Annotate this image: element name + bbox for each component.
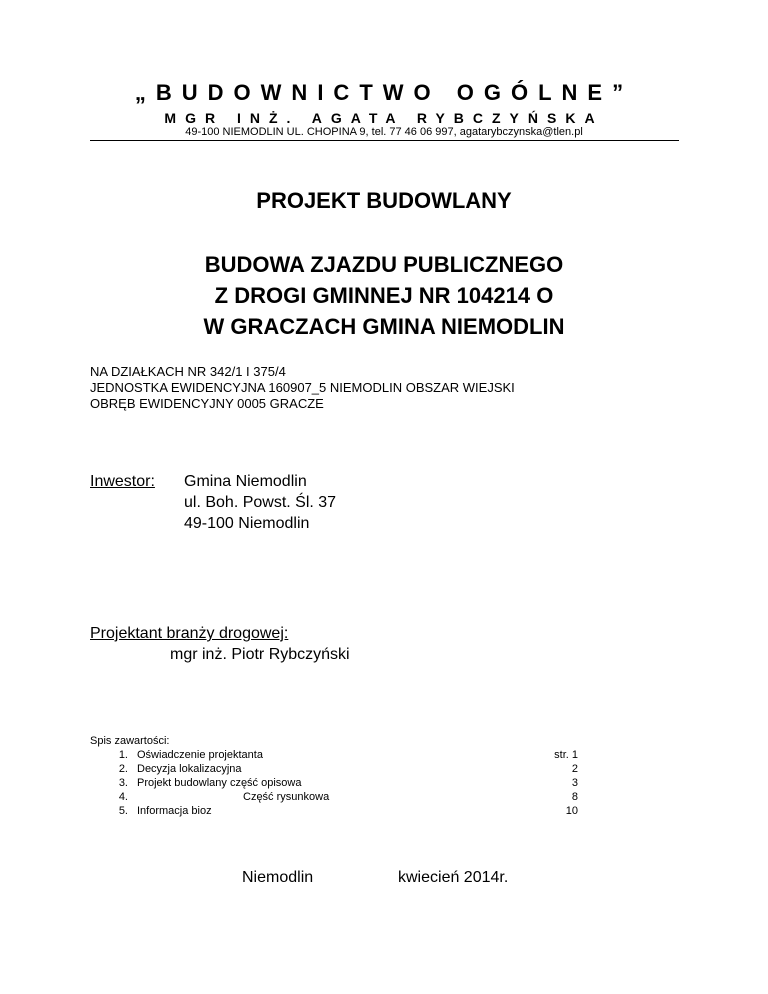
toc-item-title: Decyzja lokalizacyjna bbox=[137, 763, 242, 775]
designer-name: mgr inż. Piotr Rybczyński bbox=[170, 646, 350, 663]
toc-item bbox=[90, 791, 578, 805]
toc-item-number: 4. bbox=[118, 791, 128, 803]
title-line-2: Z DROGI GMINNEJ NR 104214 O bbox=[214, 283, 554, 308]
company-owner: MGR INŻ. AGATA RYBCZYŃSKA bbox=[164, 110, 604, 126]
toc-item-page: 10 bbox=[565, 805, 578, 817]
footer-date: kwiecień 2014r. bbox=[398, 869, 509, 886]
toc-item-title: Projekt budowlany część opisowa bbox=[137, 777, 302, 789]
toc-item-number: 3. bbox=[118, 777, 128, 789]
toc-item-page: 8 bbox=[571, 791, 578, 803]
toc-item-title: Część rysunkowa bbox=[243, 791, 330, 803]
document-type: PROJEKT BUDOWLANY bbox=[256, 188, 512, 213]
registration-precinct: OBRĘB EWIDENCYJNY 0005 GRACZE bbox=[90, 396, 324, 411]
toc-item-page: 3 bbox=[571, 777, 578, 789]
toc-item-number: 5. bbox=[118, 805, 128, 817]
title-line-3: W GRACZACH GMINA NIEMODLIN bbox=[203, 314, 565, 339]
toc-item bbox=[90, 763, 578, 777]
footer-place: Niemodlin bbox=[242, 869, 314, 886]
toc-item-title: Oświadczenie projektanta bbox=[137, 749, 263, 761]
toc-item-number: 2. bbox=[118, 763, 128, 775]
toc-item bbox=[90, 805, 578, 819]
header-divider bbox=[90, 140, 679, 141]
company-address: 49-100 NIEMODLIN UL. CHOPINA 9, tel. 77 46 06 997, agatarybczynska@tlen.pl bbox=[185, 126, 583, 138]
company-name: „BUDOWNICTWO OGÓLNE” bbox=[134, 80, 634, 105]
investor-name: Gmina Niemodlin bbox=[184, 473, 307, 490]
toc-item-number: 1. bbox=[118, 749, 128, 761]
registration-unit: JEDNOSTKA EWIDENCYJNA 160907_5 NIEMODLIN OBSZAR WIEJSKI bbox=[90, 380, 515, 395]
toc-item-title: Informacja bioz bbox=[137, 805, 212, 817]
toc-item-page: str. 1 bbox=[554, 749, 578, 761]
designer-label: Projektant branży drogowej: bbox=[90, 625, 289, 642]
title-line-1: BUDOWA ZJAZDU PUBLICZNEGO bbox=[204, 252, 564, 277]
plot-numbers: NA DZIAŁKACH NR 342/1 I 375/4 bbox=[90, 364, 286, 379]
toc-item bbox=[90, 749, 578, 763]
toc-heading: Spis zawartości: bbox=[90, 735, 170, 747]
toc-item-page: 2 bbox=[571, 763, 578, 775]
investor-street: ul. Boh. Powst. Śl. 37 bbox=[184, 494, 337, 511]
investor-label: Inwestor: bbox=[90, 473, 155, 490]
investor-city: 49-100 Niemodlin bbox=[184, 515, 310, 532]
toc-item bbox=[90, 777, 578, 791]
